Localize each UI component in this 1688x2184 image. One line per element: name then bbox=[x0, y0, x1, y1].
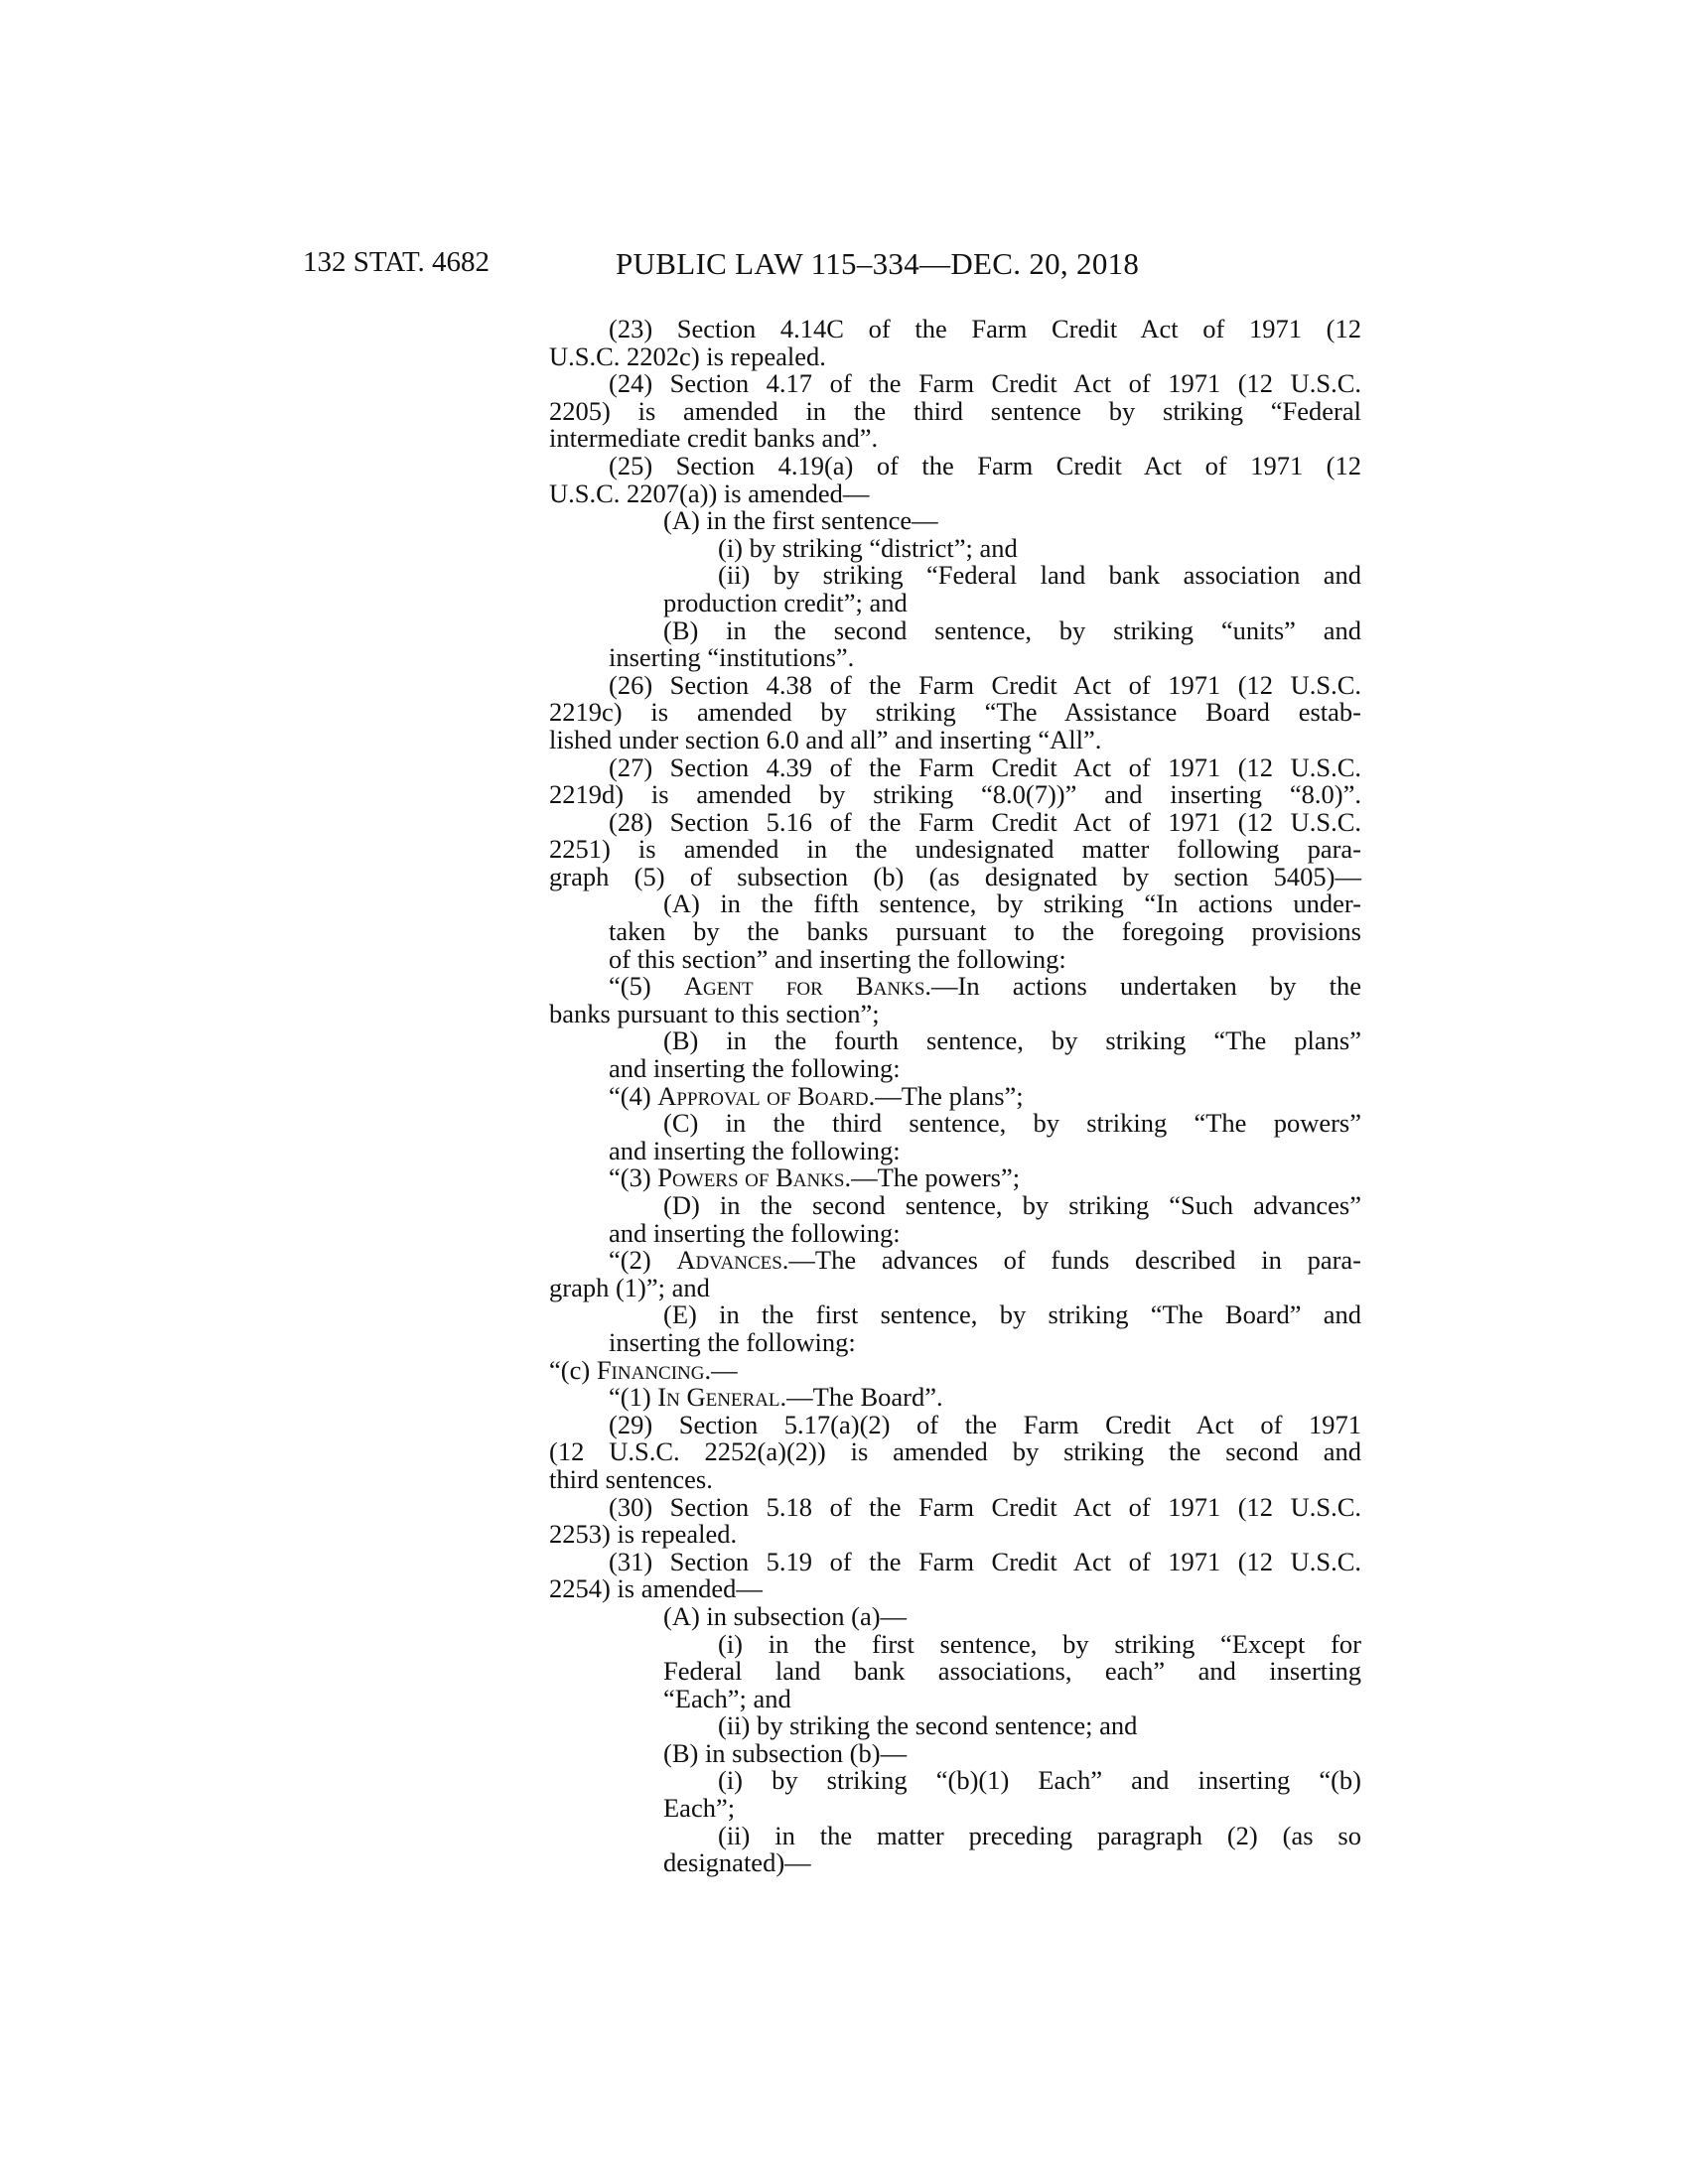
text-line: (A) in the fifth sentence, by striking “In actions under- bbox=[663, 888, 1361, 919]
text-line: (31) Section 5.19 of the Farm Credit Act of 1971 (12 U.S.C. bbox=[609, 1546, 1361, 1576]
text-line: third sentences. bbox=[549, 1463, 713, 1494]
text-line: production credit”; and bbox=[663, 587, 908, 617]
small-caps-heading: Approval of Board bbox=[657, 1080, 869, 1111]
text-line: of this section” and inserting the following: bbox=[609, 943, 1066, 974]
line-text: .—In actions undertaken by the bbox=[924, 971, 1361, 1002]
text-line: (i) by striking “(b)(1) Each” and inserting “(b) bbox=[718, 1765, 1361, 1796]
text-line: 2253) is repealed. bbox=[549, 1519, 738, 1550]
text-line: intermediate credit banks and”. bbox=[549, 423, 879, 454]
text-line: U.S.C. 2207(a)) is amended— bbox=[549, 478, 870, 508]
text-line: banks pursuant to this section”; bbox=[549, 998, 880, 1028]
small-caps-heading: In General bbox=[657, 1382, 780, 1413]
text-line: 2219c) is amended by striking “The Assistance Board estab- bbox=[549, 697, 1361, 728]
text-line: (26) Section 4.38 of the Farm Credit Act of 1971 (12 U.S.C. bbox=[609, 669, 1361, 700]
text-line: 2254) is amended— bbox=[549, 1573, 763, 1604]
text-line: (B) in subsection (b)— bbox=[663, 1737, 908, 1768]
text-line: (28) Section 5.16 of the Farm Credit Act of 1971 (12 U.S.C. bbox=[609, 806, 1361, 837]
stat-citation: 132 STAT. 4682 bbox=[303, 246, 491, 278]
text-line: (12 U.S.C. 2252(a)(2)) is amended by striking the second and bbox=[549, 1436, 1361, 1467]
small-caps-heading: Advances bbox=[676, 1245, 782, 1276]
text-line: 2219d) is amended by striking “8.0(7))” and inserting “8.0)”. bbox=[549, 779, 1361, 810]
text-line: (ii) in the matter preceding paragraph (2) (as so bbox=[718, 1820, 1361, 1850]
text-line bbox=[549, 973, 1361, 1001]
text-line: (27) Section 4.39 of the Farm Credit Act of 1971 (12 U.S.C. bbox=[609, 751, 1361, 782]
line-prefix: “(1) bbox=[609, 1382, 658, 1413]
text-line: taken by the banks pursuant to the foregoing provisions bbox=[609, 916, 1361, 947]
text-line: (30) Section 5.18 of the Farm Credit Act of 1971 (12 U.S.C. bbox=[609, 1491, 1361, 1522]
text-line: “Each”; and bbox=[663, 1683, 791, 1713]
text-line: (i) in the first sentence, by striking “Except for bbox=[718, 1628, 1361, 1659]
text-line: U.S.C. 2202c) is repealed. bbox=[549, 341, 826, 371]
text-line: (ii) by striking “Federal land bank association and bbox=[718, 560, 1361, 591]
text-line bbox=[549, 1247, 1361, 1275]
text-line: and inserting the following: bbox=[609, 1053, 901, 1084]
text-line: Each”; bbox=[663, 1793, 736, 1824]
text-line: (E) in the first sentence, by striking “The Board” and bbox=[663, 1299, 1361, 1330]
text-line: inserting “institutions”. bbox=[609, 642, 855, 673]
text-line bbox=[549, 1354, 1361, 1385]
text-line: (D) in the second sentence, by striking “Such advances” bbox=[663, 1190, 1361, 1220]
text-line: (29) Section 5.17(a)(2) of the Farm Credit Act of 1971 bbox=[609, 1409, 1361, 1439]
line-text: .—The advances of funds described in para- bbox=[781, 1245, 1361, 1276]
text-line: designated)— bbox=[663, 1847, 811, 1878]
law-title: PUBLIC LAW 115–334—DEC. 20, 2018 bbox=[616, 246, 1140, 281]
small-caps-heading: Powers of Banks bbox=[657, 1162, 845, 1193]
text-line: inserting the following: bbox=[609, 1326, 856, 1357]
line-text: .—The plans”; bbox=[868, 1080, 1024, 1111]
text-line: (B) in the second sentence, by striking “units” and bbox=[663, 614, 1361, 645]
line-text: .—The Board”. bbox=[779, 1382, 943, 1413]
text-line bbox=[549, 1384, 1361, 1412]
text-line: (A) in the first sentence— bbox=[663, 505, 938, 536]
text-line: (A) in subsection (a)— bbox=[663, 1600, 908, 1631]
text-line: (23) Section 4.14C of the Farm Credit Act of 1971 (12 bbox=[609, 314, 1361, 343]
text-line: Federal land bank associations, each” and inserting bbox=[663, 1656, 1361, 1687]
text-line: (25) Section 4.19(a) of the Farm Credit Act of 1971 (12 bbox=[609, 450, 1361, 480]
line-text: .—The powers”; bbox=[844, 1162, 1021, 1193]
text-line: and inserting the following: bbox=[609, 1217, 901, 1248]
text-line: 2251) is amended in the undesignated matter following para- bbox=[549, 834, 1361, 865]
text-line: (24) Section 4.17 of the Farm Credit Act of 1971 (12 U.S.C. bbox=[609, 368, 1361, 399]
line-prefix: “(5) bbox=[609, 971, 684, 1002]
text-line: 2205) is amended in the third sentence by striking “Federal bbox=[549, 395, 1361, 426]
text-line: (C) in the third sentence, by striking “The powers” bbox=[663, 1108, 1361, 1139]
text-line: graph (1)”; and bbox=[549, 1272, 710, 1302]
statute-body bbox=[549, 316, 1361, 1877]
line-prefix: “(c) bbox=[549, 1354, 597, 1385]
text-line: graph (5) of subsection (b) (as designated by section 5405)— bbox=[549, 861, 1361, 891]
text-line bbox=[549, 1080, 1361, 1111]
text-line: (i) by striking “district”; and bbox=[718, 532, 1018, 563]
text-line: (ii) by striking the second sentence; and bbox=[718, 1710, 1138, 1741]
text-line: and inserting the following: bbox=[609, 1135, 901, 1165]
text-line bbox=[549, 1164, 1361, 1192]
page-header bbox=[0, 246, 1688, 286]
line-prefix: “(4) bbox=[609, 1080, 658, 1111]
small-caps-heading: Agent for Banks bbox=[683, 971, 925, 1002]
line-text: .— bbox=[704, 1354, 738, 1385]
text-line: (B) in the fourth sentence, by striking “The plans” bbox=[663, 1025, 1361, 1056]
small-caps-heading: Financing bbox=[596, 1354, 705, 1385]
text-line: lished under section 6.0 and all” and inserting “All”. bbox=[549, 724, 1102, 754]
line-prefix: “(3) bbox=[609, 1162, 658, 1193]
line-prefix: “(2) bbox=[609, 1245, 677, 1276]
